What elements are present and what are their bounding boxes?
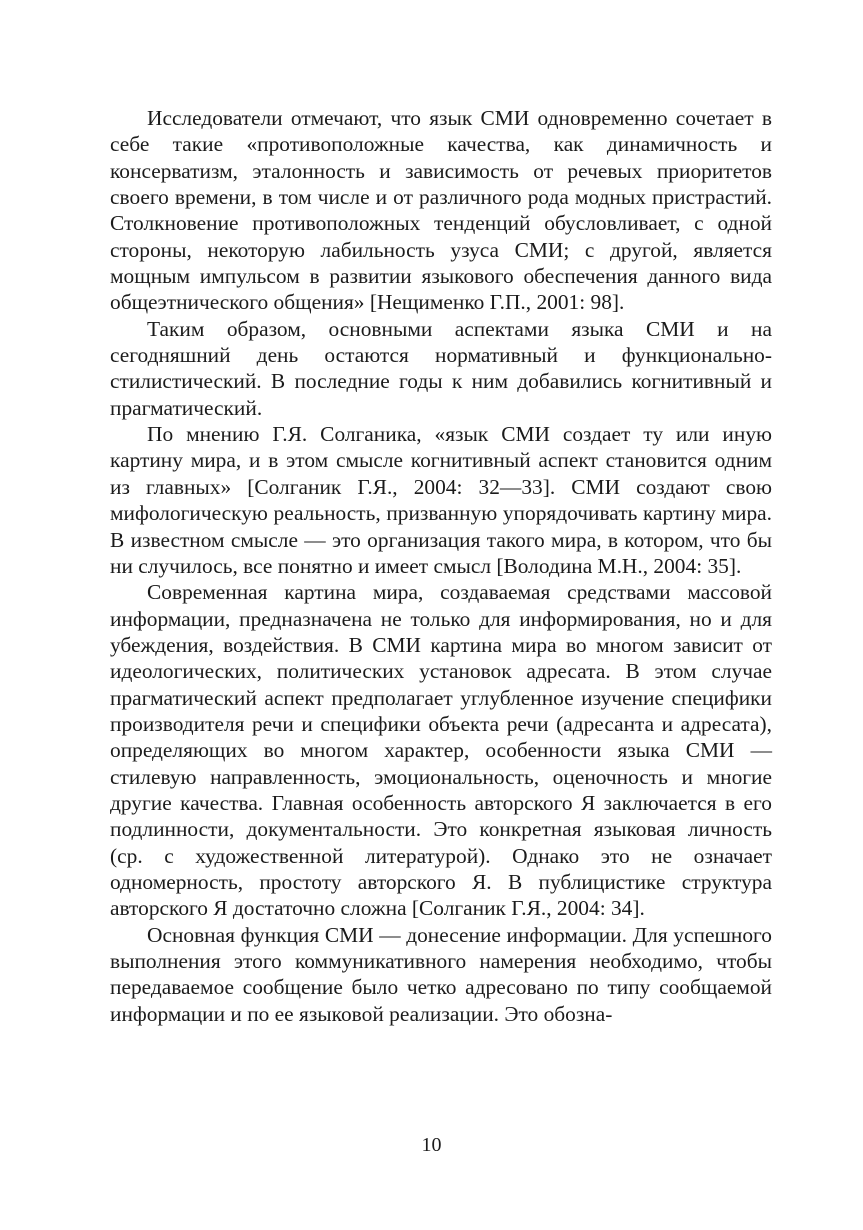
- paragraph-3: По мнению Г.Я. Солганика, «язык СМИ создает ту или иную картину мира, и в этом смысле когнитивный аспект становится одним из главных» [Солганик Г.Я., 2004: 32—33]. СМИ создают свою мифологическую реальность, призванную упорядочивать картину мира. В известном смысле — это организация такого мира, в котором, что бы ни случилось, все понятно и имеет смысл [Володина М.Н., 2004: 35].: [110, 422, 772, 578]
- paragraph-4: Современная картина мира, создаваемая средствами массовой информации, предназначена не только для информирования, но и для убеждения, воздействия. В СМИ картина мира во многом зависит от идеологических, политических установок адресата. В этом случае прагматический аспект предполагает углубленное изучение специфики производителя речи и специфики объекта речи (адресанта и адресата), определяющих во многом характер, особенности языка СМИ — стилевую направленность, эмоциональность, оценочность и многие другие качества. Главная особенность авторского Я заключается в его подлинности, документальности. Это конкретная языковая личность (ср. с художественной литературой). Однако это не означает одномерность, простоту авторского Я. В публицистике структура авторского Я достаточно сложна [Солганик Г.Я., 2004: 34].: [110, 580, 772, 921]
- paragraph-5: Основная функция СМИ — донесение информации. Для успешного выполнения этого коммуникативного намерения необходимо, чтобы передаваемое сообщение было четко адресовано по типу сообщаемой информации и по ее языковой реализации. Это обозна-: [110, 922, 772, 1026]
- body-text: [110, 105, 772, 1027]
- paragraph-2: Таким образом, основными аспектами языка СМИ и на сегодняшний день остаются нормативный и функционально-стилистический. В последние годы к ним добавились когнитивный и прагматический.: [110, 316, 772, 420]
- paragraph-1: Исследователи отмечают, что язык СМИ одновременно сочетает в себе такие «противоположные качества, как динамичность и консерватизм, эталонность и зависимость от речевых приоритетов своего времени, в том числе и от различного рода модных пристрастий. Столкновение противоположных тенденций обусловливает, с одной стороны, некоторую лабильность узуса СМИ; с другой, является мощным импульсом в развитии языкового обеспечения данного вида общеэтнического общения» [Нещименко Г.П., 2001: 98].: [110, 106, 772, 315]
- page-number: 10: [421, 1134, 442, 1156]
